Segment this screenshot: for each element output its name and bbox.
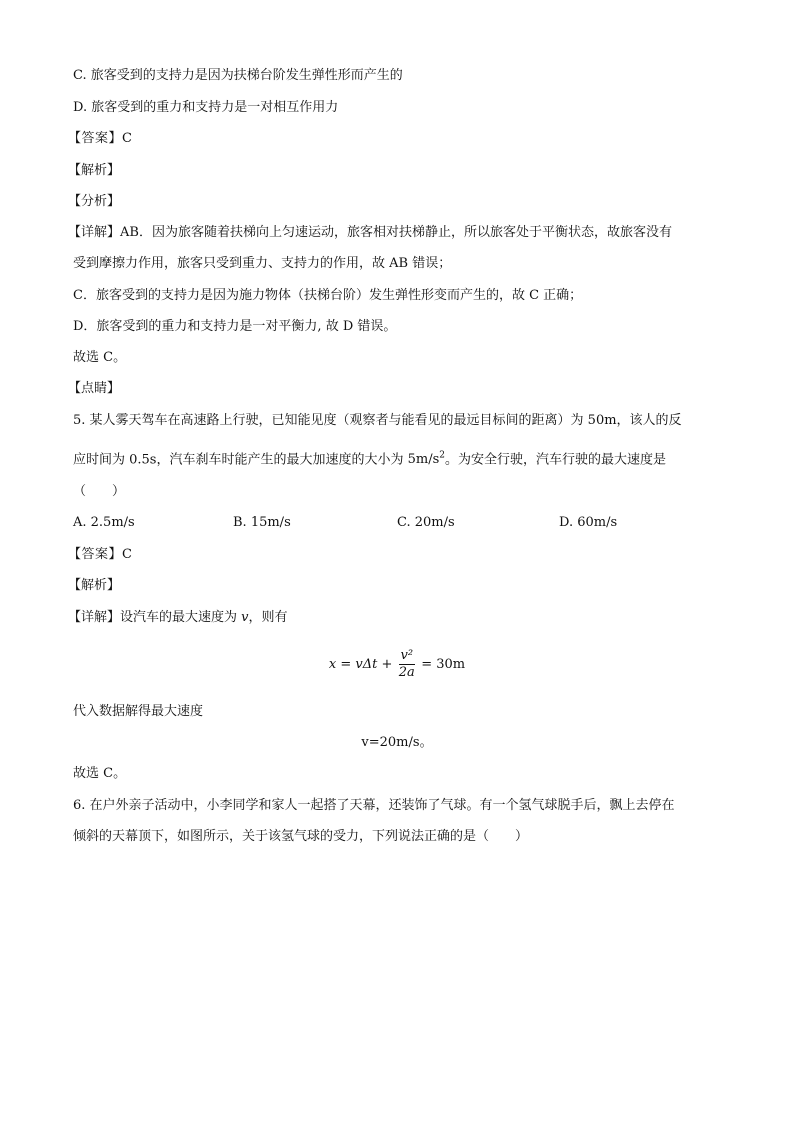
q4-detail-line3: C．旅客受到的支持力是因为施力物体（扶梯台阶）发生弹性形变而产生的，故 C 正确； [73,288,583,303]
analysis-tag: 【解析】 [68,163,121,178]
q5-option-b: B. 15m/s [233,515,291,530]
detail-tag: 【详解】 [68,225,121,240]
q5-conclusion: 故选 C。 [73,766,127,781]
q4-detail-line4: D．旅客受到的重力和支持力是一对平衡力, 故 D 错误。 [73,319,397,334]
eq-rhs: = 30m [421,657,466,672]
comment-tag: 【点睛】 [68,381,121,396]
q5-option-d: D. 60m/s [559,515,618,530]
eq-fraction [399,648,416,681]
accel-value: $5m/s^2$ [407,451,446,468]
q5-stem-line2: 应时间为 0.5s，汽车刹车时能产生的最大加速度的大小为 $5m/s^2$。为安全行驶，汽车行驶的最大速度是 [73,451,667,468]
q6-stem-line2: 倾斜的天幕顶下，如图所示，关于该氢气球的受力，下列说法正确的是（ ） [73,829,529,844]
fenxi-tag: 【分析】 [68,194,121,209]
analysis-tag: 【解析】 [68,578,121,593]
q5-result: v=20m/s。 [361,735,433,750]
q5-option-a: A. 2.5m/s [73,515,135,530]
answer-value: C [122,131,132,146]
q5-bracket: （ ） [73,484,126,499]
q5-stem-line1: 5. 某人雾天驾车在高速路上行驶，已知能见度（观察者与能看见的最远目标间的距离）为 50m，该人的反 [73,413,682,428]
answer-value: C [122,547,132,562]
q6-stem-line1: 6. 在户外亲子活动中，小李同学和家人一起搭了天幕，还装饰了气球。有一个氢气球脱手后，飘上去停在 [73,798,675,813]
q4-option-c: C. 旅客受到的支持力是因为扶梯台阶发生弹性形而产生的 [73,68,403,83]
detail-tag: 【详解】 [68,610,121,625]
q5-answer-line [68,545,132,565]
q5-option-c: C. 20m/s [397,515,455,530]
q5-substitute: 代入数据解得最大速度 [73,704,204,719]
q4-conclusion: 故选 C。 [73,350,127,365]
answer-tag: 【答案】 [68,547,123,562]
eq-lhs: x = vΔt + [328,657,393,672]
q4-answer-line [68,129,132,149]
q4-detail-line2: 受到摩擦力作用，旅客只受到重力、支持力的作用，故 AB 错误； [73,256,452,271]
q5-equation [0,648,794,681]
answer-tag: 【答案】 [68,131,123,146]
q4-option-d: D. 旅客受到的重力和支持力是一对相互作用力 [73,100,339,115]
q5-detail-line: 【详解】设汽车的最大速度为 v，则有 [68,610,288,625]
eq-numerator: v² [400,648,414,663]
eq-denominator: 2a [398,665,415,680]
q4-detail-line1: 【详解】AB．因为旅客随着扶梯向上匀速运动，旅客相对扶梯静止，所以旅客处于平衡状态，故旅客没有 [68,225,672,240]
